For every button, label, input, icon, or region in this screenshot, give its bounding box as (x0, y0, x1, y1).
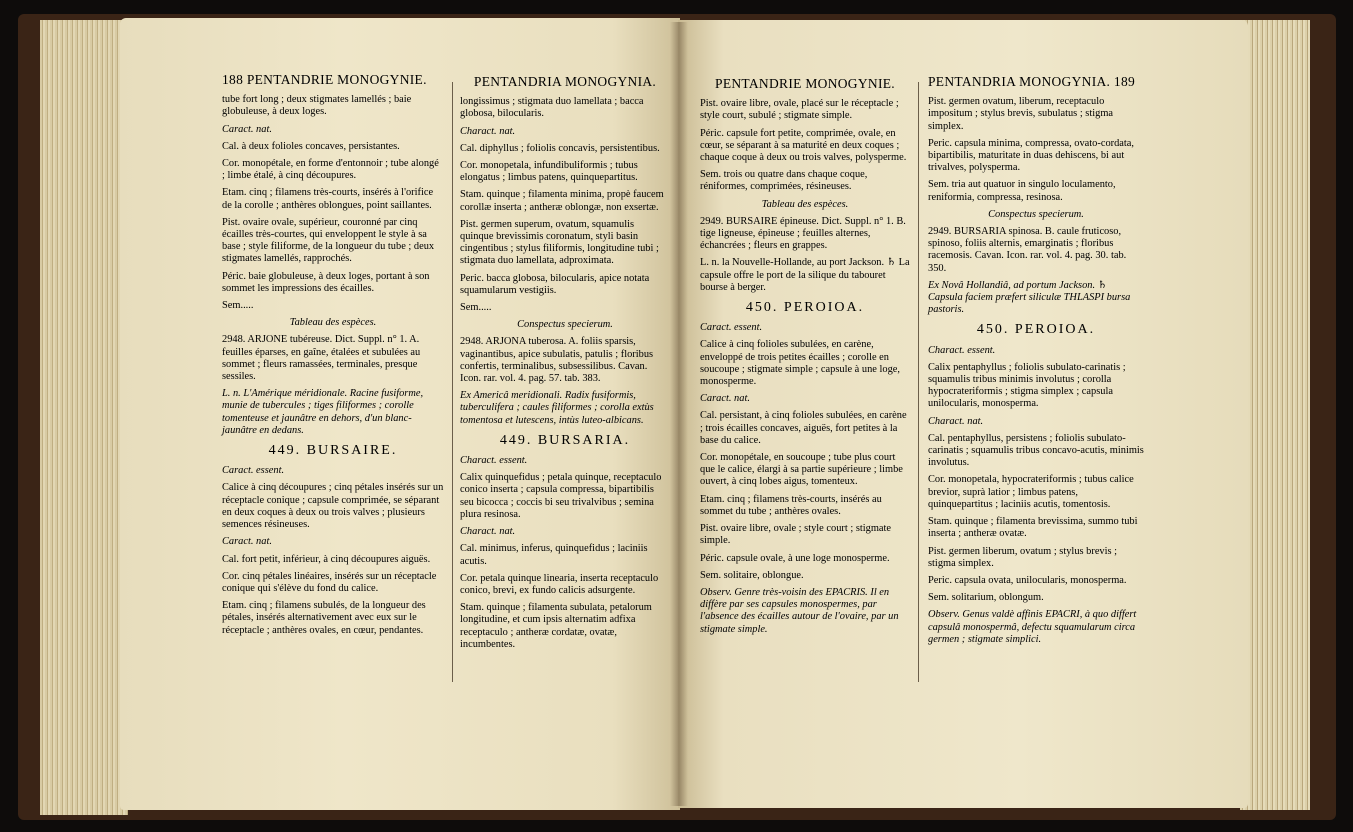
entry-cor: Cor. monopétale, en forme d'entonnoir ; tube alongé ; limbe étalé, à cinq découpures. (222, 158, 439, 182)
entry-pist: Pist. ovaire libre, ovale, placé sur le réceptacle ; style court, subulé ; stigmate simple. (700, 98, 899, 122)
entry-stam: Stam. quinque ; filamenta brevissima, summo tubi inserta ; antheræ ovatæ. (928, 516, 1138, 540)
section-label: Charact. nat. (460, 125, 516, 137)
genus-heading: 450. PEROIOA. (745, 300, 865, 316)
entry-cor: Cor. monopetala, hypocrateriformis ; tubus calice brevior, suprà latior ; limbus patens, quinquepartitus ; laciniis acutis, tomentosis. (928, 474, 1134, 510)
page-header: 188 PENTANDRIE MONOGYNIE. (222, 72, 427, 87)
entry-cor: Cor. cinq pétales linéaires, insérés sur un réceptacle conique qui s'élève du fond du calice. (222, 570, 437, 594)
page-header: PENTANDRIA MONOGYNIA. 189 (928, 74, 1136, 89)
entry-sem: Sem..... (222, 300, 254, 312)
entry-cal: Cal. diphyllus ; foliolis concavis, persistentibus. (460, 142, 660, 154)
page-header: PENTANDRIE MONOGYNIE. (715, 76, 895, 91)
entry-sem: Sem. trois ou quatre dans chaque coque, réniformes, comprimées, résineuses. (700, 169, 868, 193)
section-label: Caract. nat. (222, 536, 272, 548)
habitat-note: L. n. L'Amérique méridionale. Racine fusiforme, munie de tubercules ; tiges filiformes ; corolle tomenteuse et jaunâtre en dehors, d'un blanc-jaunâtre en dedans. (222, 388, 424, 436)
species-entry: 2949. BURSAIRE épineuse. Dict. Suppl. n° 1. B. tige ligneuse, épineuse ; feuilles alternes, échancrées ; fleurs en grappes. (700, 215, 906, 252)
intro-text: longissimus ; stigmata duo lamellata ; bacca globosa, bilocularis. (460, 96, 644, 120)
entry-cor: Cor. monopétale, en soucoupe ; tube plus court que le calice, élargi à sa partie supérieure ; limbe ouvert, à cinq lobes aigus, tomenteux. (700, 452, 903, 488)
section-label: Caract. nat. (700, 393, 750, 405)
entry-cal: Cal. persistant, à cinq folioles subulées, en carène ; trois écailles concaves, aiguës, fort petites à la base du calice. (700, 410, 907, 446)
species-entry: 2949. BURSARIA spinosa. B. caule fruticoso, spinoso, foliis alternis, emarginatis ; floribus racemosis. Cavan. Icon. rar. vol. 4. pag. 30. tab. 350. (928, 226, 1127, 274)
section-label: Charact. nat. (460, 526, 516, 538)
entry-cor: Cor. petala quinque linearia, inserta receptaculo conico, brevi, ex fundo calicis adsurgente. (460, 572, 659, 596)
genus-heading: 449. BURSARIA. (499, 432, 631, 448)
genus-heading: 449. BURSAIRE. (268, 443, 398, 459)
observation-note: Observ. Genus valdè affinis EPACRI, à quo differt capsulâ monospermâ, defectu squamularum circa germen ; stigmate simplici. (928, 609, 1137, 645)
species-table-title: Conspectus specierum. (988, 208, 1084, 220)
entry-peric: Péric. baie globuleuse, à deux loges, portant à son sommet les impressions des écailles. (222, 270, 430, 294)
entry-stam: Stam. quinque ; filamenta subulata, petalorum longitudine, et cum ipsis alternatim adfixa receptaculo ; antheræ cordatæ, ovatæ, incumbentes. (460, 602, 652, 650)
right-page-french-column (700, 78, 910, 641)
entry-peric: Péric. capsule fort petite, comprimée, ovale, en cœur, se séparant à sa maturité en deux coques ; chaque coque à deux ou trois valves, polysperme. (700, 127, 907, 164)
section-label: Charact. nat. (928, 415, 984, 427)
observation-note: Observ. Genre très-voisin des EPACRIS. Il en diffère par ses capsules monospermes, par l'absence des écailles autour de l'ovaire, par un stigmate simple. (700, 586, 899, 635)
entry-pist: Pist. ovaire libre, ovale ; style court ; stigmate simple. (700, 523, 892, 547)
essential-character: Calix quinquefidus ; petala quinque, receptaculo conico inserta ; capsula compressa, bipartibilis seu bicocca ; coccis bi seu trivalvibus ; semina plura resinosa. (460, 472, 662, 520)
entry-cal: Cal. fort petit, inférieur, à cinq découpures aiguës. (222, 553, 431, 565)
section-label: Charact. essent. (928, 344, 996, 356)
species-table-title: Tableau des espèces. (289, 317, 377, 329)
entry-cal: Cal. minimus, inferus, quinquefidus ; laciniis acutis. (460, 543, 648, 567)
entry-peric: Peric. capsula ovata, unilocularis, monosperma. (928, 574, 1127, 586)
entry-pist: Pist. germen liberum, ovatum ; stylus brevis ; stigma simplex. (928, 545, 1118, 569)
essential-character: Calice à cinq folioles subulées, en carène, enveloppé de trois petites écailles ; corolle en soucoupe ; stigmate simple ; capsule à une loge, monosperme. (700, 339, 900, 388)
section-label: Caract. nat. (222, 123, 272, 135)
species-table-title: Tableau des espèces. (761, 198, 849, 210)
entry-sem: Sem. solitaire, oblongue. (700, 569, 804, 581)
right-page-latin-column (928, 76, 1144, 651)
entry-peric: Peric. bacca globosa, bilocularis, apice notata squamularum vestigiis. (460, 272, 650, 296)
entry-pist: Pist. germen superum, ovatum, squamulis quinque brevissimis coronatum, styli basin cingentibus ; stylus filiformis, longitudine tubi ; stigmata duo lamellata, adproximata. (460, 218, 659, 267)
entry-cal: Cal. pentaphyllus, persistens ; foliolis subulato-carinatis ; squamulis tribus concavo-acutis, minimis involutus. (928, 432, 1144, 469)
section-label: Caract. essent. (222, 465, 285, 477)
habitat-note: Ex Novâ Hollandiâ, ad portum Jackson. ♄ Capsula faciem præfert siliculæ THLASPI bursa pastoris. (928, 279, 1131, 316)
entry-peric: Péric. capsule ovale, à une loge monosperme. (700, 552, 890, 564)
entry-sem: Sem. tria aut quatuor in singulo loculamento, reniformia, compressa, resinosa. (928, 179, 1116, 203)
page-edges-left (40, 20, 128, 815)
column-rule-right (918, 82, 919, 682)
entry-pist: Pist. germen ovatum, liberum, receptaculo impositum ; stylus brevis, subulatus ; stigma simplex. (928, 96, 1114, 132)
page-edges-right (1240, 20, 1310, 810)
entry-cal: Cal. à deux folioles concaves, persistantes. (222, 140, 400, 152)
entry-sem: Sem. solitarium, oblongum. (928, 592, 1044, 604)
left-page-latin-column (460, 76, 670, 656)
section-label: Caract. essent. (700, 322, 763, 334)
species-entry: 2948. ARJONA tuberosa. A. foliis sparsis, vaginantibus, apice subulatis, patulis ; floribus confertis, terminalibus, subsessilibus. Cavan. Icon. rar. vol. 4. pag. 57. tab. 383. (460, 336, 654, 385)
habitat-note: L. n. la Nouvelle-Hollande, au port Jackson. ♄ La capsule offre le port de la silique du tabouret bourse à berger. (700, 257, 910, 293)
habitat-note: Ex Americâ meridionali. Radix fusiformis, tuberculifera ; caules filiformes ; corolla extùs tomentosa et lutescens, intùs luteo-albicans. (460, 390, 654, 426)
entry-etam: Etam. cinq ; filamens très-courts, insérés au sommet du tube ; anthères ovales. (700, 493, 882, 517)
entry-pist: Pist. ovaire ovale, supérieur, couronné par cinq écailles très-courtes, qui enveloppent le style à sa base ; style filiforme, de la longueur du tube ; deux stigmates lamellés, rapprochés. (222, 216, 435, 265)
entry-etam: Etam. cinq ; filamens très-courts, insérés à l'orifice de la corolle ; anthères oblongues, point saillantes. (222, 187, 434, 211)
entry-sem: Sem..... (460, 302, 492, 314)
entry-etam: Etam. cinq ; filamens subulés, de la longueur des pétales, insérés alternativement avec eux sur le réceptacle ; anthères ovales, en cœur, pendantes. (222, 600, 426, 636)
column-rule-left (452, 82, 453, 682)
genus-heading: 450. PEROIOA. (976, 322, 1096, 338)
intro-text: tube fort long ; deux stigmates lamellés ; baie globuleuse, à deux loges. (222, 94, 412, 118)
entry-stam: Stam. quinque ; filamenta minima, propè faucem corollæ inserta ; antheræ oblongæ, non exsertæ. (460, 189, 664, 213)
entry-cor: Cor. monopetala, infundibuliformis ; tubus elongatus ; limbus patens, quinquepartitus. (460, 160, 638, 184)
book-gutter (670, 22, 688, 806)
essential-character: Calice à cinq découpures ; cinq pétales insérés sur un réceptacle conique ; capsule comprimée, se séparant en deux coques à deux ou trois valves ; plusieurs semences résineuses. (222, 482, 444, 531)
left-page-french-column (222, 74, 444, 642)
entry-peric: Peric. capsula minima, compressa, ovato-cordata, bipartibilis, maturitate in duas dehiscens, bi aut trivalves, polysperma. (928, 137, 1135, 174)
species-entry: 2948. ARJONE tubéreuse. Dict. Suppl. n° 1. A. feuilles éparses, en gaîne, étalées et subulées au sommet ; fleurs ramassées, terminales, presque sessiles. (222, 334, 421, 383)
species-table-title: Conspectus specierum. (517, 319, 613, 331)
page-header: PENTANDRIA MONOGYNIA. (473, 74, 657, 89)
section-label: Charact. essent. (460, 455, 528, 467)
essential-character: Calix pentaphyllus ; foliolis subulato-carinatis ; squamulis tribus minimis involutus ; corolla hypocrateriformis ; stigma simplex ; capsula unilocularis, monosperma. (928, 361, 1126, 410)
